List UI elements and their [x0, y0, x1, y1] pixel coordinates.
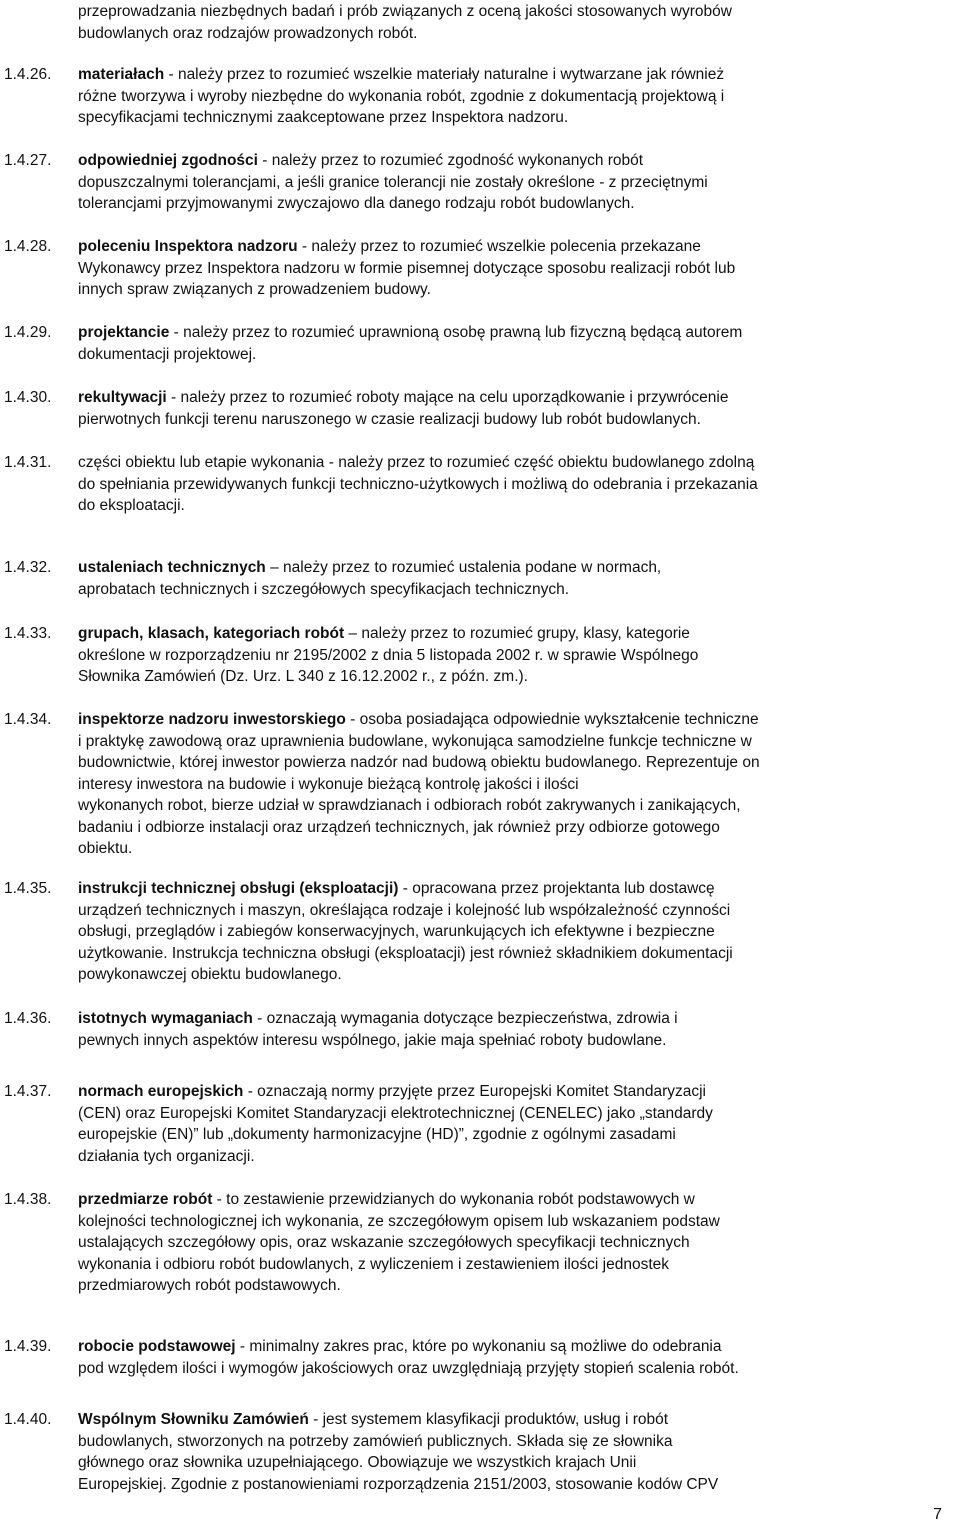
defined-term: materiałach [78, 66, 165, 83]
text-line: interesy inwestora na budowie i wykonuje bieżącą kontrolę jakości i ilości [78, 775, 579, 793]
entry-first-line [78, 64, 942, 86]
text-line: tolerancjami przyjmowanymi zwyczajowo dla danego rodzaju robót budowlanych. [78, 195, 635, 212]
text-line: (CEN) oraz Europejski Komitet Standaryzacji elektrotechnicznej (CENELEC) jako „standardy [78, 1104, 713, 1122]
entry-number: 1.4.32. [4, 559, 52, 576]
text-line: wykonania i odbioru robót budowlanych, z wyliczeniem i zestawieniem ilości jednostek [78, 1255, 670, 1273]
defined-term: Wspólnym Słowniku Zamówień [78, 1411, 309, 1428]
entry-number: 1.4.27. [4, 152, 52, 169]
definition-text: - należy przez to rozumieć uprawnioną osobę prawną lub fizyczną będącą autorem [169, 324, 743, 341]
text-line: głównego oraz słownika uzupełniającego. Obowiązuje we wszystkich krajach Unii [78, 1454, 637, 1471]
entry-first-line [78, 1008, 942, 1030]
text-line: różne tworzywa i wyroby niezbędne do wykonania robót, zgodnie z dokumentacją projektową i [78, 87, 725, 105]
defined-term: rekultywacji [78, 389, 167, 406]
text-line: obiektu. [78, 840, 133, 857]
text-line: pierwotnych funkcji terenu naruszonego w czasie realizacji budowy lub robót budowlanych. [78, 410, 701, 428]
entry-number: 1.4.29. [4, 324, 52, 341]
entry-first-line [78, 557, 942, 579]
defined-term: normach europejskich [78, 1083, 244, 1100]
defined-term: grupach, klasach, kategoriach robót [78, 625, 345, 642]
text-line: powykonawczej obiektu budowlanego. [78, 966, 342, 983]
entry-first-line [78, 1081, 942, 1103]
entry-number: 1.4.37. [4, 1083, 52, 1100]
entry-number: 1.4.28. [4, 238, 52, 255]
text-line: kolejności technologicznej ich wykonania, ze szczegółowym opisem lub wskazaniem podstaw [78, 1212, 720, 1230]
definition-text: części obiektu lub etapie wykonania - należy przez to rozumieć część obiektu budowlanego zdolną [78, 454, 755, 471]
definition-text: - osoba posiadająca odpowiednie wykształcenie techniczne [345, 711, 759, 728]
entry-number: 1.4.35. [4, 880, 52, 897]
entry-first-line [78, 236, 942, 258]
text-line: przedmiarowych robót podstawowych. [78, 1277, 341, 1294]
entry-first-line [78, 452, 942, 474]
entry-first-line [78, 150, 942, 172]
text-line: dopuszczalnymi tolerancjami, a jeśli granice tolerancji nie zostały określone - z przeciętnymi [78, 173, 708, 191]
text-line: określone w rozporządzeniu nr 2195/2002 z dnia 5 listopada 2002 r. w sprawie Wspólnego [78, 646, 699, 664]
text-line: działania tych organizacji. [78, 1147, 255, 1165]
text-line: innych spraw związanych z prowadzeniem budowy. [78, 281, 431, 298]
text-line: europejskie (EN)” lub „dokumenty harmonizacyjne (HD)”, zgodnie z ogólnymi zasadami [78, 1126, 676, 1143]
text-line: obsługi, przeglądów i zabiegów konserwacyjnych, warunkujących ich efektywne i bezpieczne [78, 923, 715, 940]
entry-first-line [78, 1336, 942, 1358]
text-line: dokumentacji projektowej. [78, 345, 257, 363]
entry-number: 1.4.31. [4, 454, 52, 471]
defined-term: robocie podstawowej [78, 1338, 236, 1355]
definition-text: - jest systemem klasyfikacji produktów, usług i robót [308, 1411, 669, 1428]
entry-number: 1.4.30. [4, 389, 52, 406]
entry-first-line [78, 387, 942, 409]
text-line: Europejskiej. Zgodnie z postanowieniami rozporządzenia 2151/2003, stosowanie kodów CPV [78, 1475, 719, 1493]
text-line: Słownika Zamówień (Dz. Urz. L 340 z 16.12.2002 r., z późn. zm.). [78, 668, 528, 685]
definition-text: - należy przez to rozumieć wszelkie polecenia przekazane [297, 238, 701, 255]
text-line: do eksploatacji. [78, 497, 185, 514]
entry-number: 1.4.26. [4, 66, 52, 83]
entry-number: 1.4.39. [4, 1338, 52, 1355]
entry-number: 1.4.34. [4, 711, 52, 728]
text-line: specyfikacjami technicznymi zaakceptowane przez Inspektora nadzoru. [78, 109, 569, 126]
definition-text: - minimalny zakres prac, które po wykonaniu są możliwe do odebrania [235, 1338, 722, 1355]
text-line: pewnych innych aspektów interesu wspólnego, jakie maja spełniać roboty budowlane. [78, 1031, 667, 1049]
entry-first-line [78, 709, 942, 731]
defined-term: poleceniu Inspektora nadzoru [78, 238, 298, 255]
text-line: do spełniania przewidywanych funkcji techniczno-użytkowych i możliwą do odebrania i przekazania [78, 475, 758, 493]
definition-text: - oznaczają wymagania dotyczące bezpieczeństwa, zdrowia i [252, 1010, 678, 1027]
definition-text: - opracowana przez projektanta lub dostawcę [398, 880, 715, 897]
definition-text: - należy przez to rozumieć roboty mające na celu uporządkowanie i przywrócenie [166, 389, 729, 406]
text-line: i praktykę zawodową oraz uprawnienia budowlane, wykonująca samodzielne funkcje techniczne w [78, 732, 752, 750]
defined-term: instrukcji technicznej obsługi (eksploatacji) [78, 880, 399, 897]
text-line: pod względem ilości i wymogów jakościowych oraz uwzględniają przyjęty stopień scalenia robót. [78, 1359, 739, 1377]
defined-term: projektancie [78, 324, 170, 341]
entry-first-line [78, 1409, 942, 1431]
text-line: ustalających szczegółowy opis, oraz wskazanie szczegółowych specyfikacji technicznych [78, 1234, 690, 1251]
defined-term: odpowiedniej zgodności [78, 152, 258, 169]
text-line: urządzeń technicznych i maszyn, określająca rodzaje i kolejność lub współzależność czynności [78, 901, 731, 919]
defined-term: istotnych wymaganiach [78, 1010, 253, 1027]
text-line: użytkowanie. Instrukcja techniczna obsługi (eksploatacji) jest również składnikiem dokumentacji [78, 944, 733, 962]
text-line: przeprowadzania niezbędnych badań i prób związanych z oceną jakości stosowanych wyrobów [78, 3, 732, 20]
definition-text: – należy przez to rozumieć grupy, klasy, kategorie [344, 625, 690, 642]
entry-number: 1.4.40. [4, 1411, 52, 1428]
definition-text: – należy przez to rozumieć ustalenia podane w normach, [265, 559, 662, 576]
defined-term: inspektorze nadzoru inwestorskiego [78, 711, 346, 728]
entry-number: 1.4.36. [4, 1010, 52, 1027]
entry-number: 1.4.33. [4, 625, 52, 642]
entry-first-line [78, 322, 942, 344]
text-line: budowlanych oraz rodzajów prowadzonych robót. [78, 24, 418, 42]
text-line: wykonanych robot, bierze udział w sprawdzianach i odbiorach robót zakrywanych i zanikających, [78, 797, 741, 814]
entry-first-line [78, 623, 942, 645]
definition-text: - oznaczają normy przyjęte przez Europejski Komitet Standaryzacji [243, 1083, 706, 1100]
text-line: budownictwie, której inwestor powierza nadzór nad budową obiektu budowlanego. Reprezentuje on [78, 754, 760, 771]
definition-text: - należy przez to rozumieć wszelkie materiały naturalne i wytwarzane jak również [164, 66, 725, 83]
definition-text: - należy przez to rozumieć zgodność wykonanych robót [257, 152, 644, 169]
text-line: budowlanych, stworzonych na potrzeby zamówień publicznych. Składa się ze słownika [78, 1432, 673, 1450]
entry-first-line [78, 1189, 942, 1211]
page-number: 7 [933, 1506, 942, 1523]
defined-term: ustaleniach technicznych [78, 559, 266, 576]
entry-number: 1.4.38. [4, 1191, 52, 1208]
definition-text: - to zestawienie przewidzianych do wykonania robót podstawowych w [212, 1191, 695, 1208]
text-line: aprobatach technicznych i szczegółowych specyfikacjach technicznych. [78, 580, 570, 598]
defined-term: przedmiarze robót [78, 1191, 213, 1208]
entry-first-line [78, 878, 942, 900]
text-line: Wykonawcy przez Inspektora nadzoru w formie pisemnej dotyczące sposobu realizacji robót lub [78, 259, 736, 277]
text-line: badaniu i odbiorze instalacji oraz urządzeń technicznych, jak również przy odbiorze gotowego [78, 818, 720, 836]
